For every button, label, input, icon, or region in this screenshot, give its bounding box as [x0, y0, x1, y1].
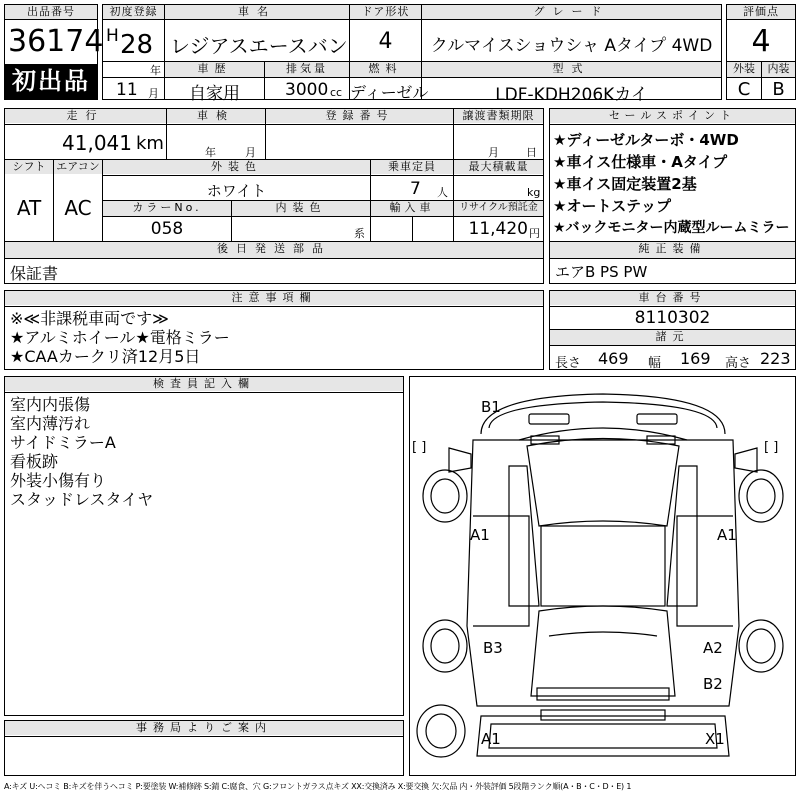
inspector-item: 室内内張傷: [10, 395, 91, 414]
model-value: LDF-KDH206Kカイ: [495, 85, 648, 105]
aircon-label: エアコン: [54, 160, 102, 174]
mark-a1-left: A1: [470, 526, 490, 544]
mark-b1: B1: [481, 398, 501, 416]
notes-label: 注意事項欄: [5, 291, 543, 305]
max-load-unit: kg: [527, 186, 541, 199]
mark-b2: B2: [703, 675, 723, 693]
notes-list: [10, 309, 230, 366]
doors-label: ドア形状: [350, 5, 421, 19]
sales-point-item: ★バックモニター内蔵型ルームミラー: [553, 220, 790, 236]
sales-points-list: [553, 129, 790, 239]
inspector-item: スタッドレスタイヤ: [10, 490, 154, 509]
mileage-unit: km: [136, 133, 164, 154]
dimensions-label: 諸元: [550, 330, 795, 345]
legend-text: A:キズ U:ヘコミ B:キズを伴うヘコミ P:要塗装 W:補修跡 S:錆 C:腐食、穴 G:フロントガラス点キズ XX:交換済み X:要交換 欠:欠品 内・外装評価 5段階ランク順(A・B・C・D・E) 1: [4, 782, 632, 791]
registration-label: 初度登録: [103, 5, 164, 19]
inspector-item: 外装小傷有り: [10, 471, 107, 490]
lot-number: 36174: [8, 24, 104, 59]
length-label: 長さ: [555, 356, 582, 371]
note-item: ★アルミホイール★電格ミラー: [10, 328, 230, 347]
width-value: 169: [680, 349, 711, 368]
grade-label: グレード: [422, 5, 721, 19]
shift-value: AT: [16, 196, 42, 220]
mark-x1: X1: [705, 730, 725, 748]
height-label: 高さ: [725, 356, 752, 371]
model-label: 型式: [422, 62, 721, 77]
office-label: 事務局よりご案内: [5, 721, 403, 735]
car-diagram: [409, 376, 796, 776]
displacement-label: 排気量: [265, 62, 349, 77]
inspector-item: 看板跡: [10, 452, 59, 471]
sales-point-item: ★オートステップ: [553, 197, 671, 215]
mark-bracket-left: [ ]: [412, 440, 427, 455]
car-name-value: レジアスエースバン: [170, 34, 348, 58]
inspector-item: 室内薄汚れ: [10, 414, 91, 433]
color-no-value: 058: [150, 219, 184, 239]
score-label: 評価点: [727, 5, 795, 19]
transfer-deadline-label: 譲渡書類期限: [454, 109, 543, 123]
import-label: 輸入車: [371, 201, 453, 216]
mark-bracket-right: [ ]: [764, 440, 779, 455]
mark-a1-bottom: A1: [481, 730, 501, 748]
mark-b3: B3: [483, 639, 503, 657]
grade-value: クルマイスショウシャ Aタイプ 4WD: [430, 36, 713, 56]
exterior-grade-value: C: [737, 79, 751, 100]
mileage-label: 走行: [5, 109, 166, 123]
height-value: 223: [760, 349, 791, 368]
equipment-value: エアB PS PW: [555, 263, 648, 281]
equipment-label: 純正装備: [550, 242, 795, 258]
inspector-label: 検査員記入欄: [5, 377, 403, 391]
note-item: ※≪非課税車両です≫: [10, 309, 169, 328]
score-value: 4: [751, 24, 771, 59]
interior-grade-value: B: [772, 79, 785, 100]
mileage-value: 41,041: [62, 131, 132, 155]
sales-point-item: ★ディーゼルターボ・4WD: [553, 131, 739, 149]
width-label: 幅: [648, 356, 662, 371]
length-value: 469: [598, 349, 629, 368]
fuel-label: 燃料: [350, 62, 421, 77]
doors-value: 4: [378, 29, 393, 54]
mark-a2: A2: [703, 639, 723, 657]
capacity-unit: 人: [437, 186, 448, 199]
chassis-value: 8110302: [634, 308, 711, 328]
inspection-label: 車検: [167, 109, 265, 123]
registration-month: 11: [116, 80, 138, 100]
sales-point-item: ★車イス固定装置2基: [553, 175, 697, 193]
displacement-value: 3000: [285, 80, 329, 100]
inspection-month-unit: 月: [245, 146, 256, 159]
inspector-item: サイドミラーA: [10, 433, 116, 452]
history-label: 車歴: [165, 62, 264, 77]
capacity-label: 乗車定員: [371, 160, 453, 174]
registration-month-unit: 月: [148, 87, 159, 100]
recycle-label: リサイクル預託金: [454, 201, 543, 216]
interior-color-unit: 系: [354, 227, 365, 240]
registration-year: 28: [120, 30, 154, 60]
sales-points-label: セールスポイント: [550, 109, 795, 123]
interior-color-label: 内装色: [232, 201, 370, 216]
color-label: 外装色: [103, 160, 370, 174]
recycle-unit: 円: [529, 227, 540, 240]
displacement-unit: cc: [330, 86, 343, 99]
chassis-label: 車台番号: [550, 291, 795, 305]
transfer-day-unit: 日: [526, 146, 537, 159]
first-listing-badge: 初出品: [5, 64, 97, 99]
mark-a1-right: A1: [717, 526, 737, 544]
later-parts-label: 後日発送部品: [5, 242, 543, 258]
history-value: 自家用: [189, 84, 240, 104]
car-name-label: 車名: [165, 5, 349, 19]
color-value: ホワイト: [206, 182, 267, 200]
later-parts-value: 保証書: [10, 264, 59, 283]
interior-grade-label: 内装: [762, 62, 795, 77]
recycle-value: 11,420: [468, 219, 528, 239]
exterior-grade-label: 外装: [727, 62, 761, 77]
sales-point-item: ★車イス仕様車・Aタイプ: [553, 153, 728, 171]
color-no-label: カラーNo.: [103, 201, 231, 216]
max-load-label: 最大積載量: [454, 160, 543, 174]
registration-year-unit: 年: [150, 64, 161, 77]
inspector-list: [10, 395, 153, 509]
aircon-value: AC: [64, 196, 92, 220]
reg-number-label: 登録番号: [266, 109, 453, 123]
lot-label: 出品番号: [5, 5, 97, 19]
inspection-year-unit: 年: [205, 146, 216, 159]
capacity-value: 7: [410, 179, 421, 199]
fuel-value: ディーゼル: [350, 83, 429, 102]
registration-era: H: [106, 26, 119, 46]
note-item: ★CAAカークリ済12月5日: [10, 347, 201, 366]
shift-label: シフト: [5, 160, 53, 174]
transfer-month-unit: 月: [488, 146, 499, 159]
